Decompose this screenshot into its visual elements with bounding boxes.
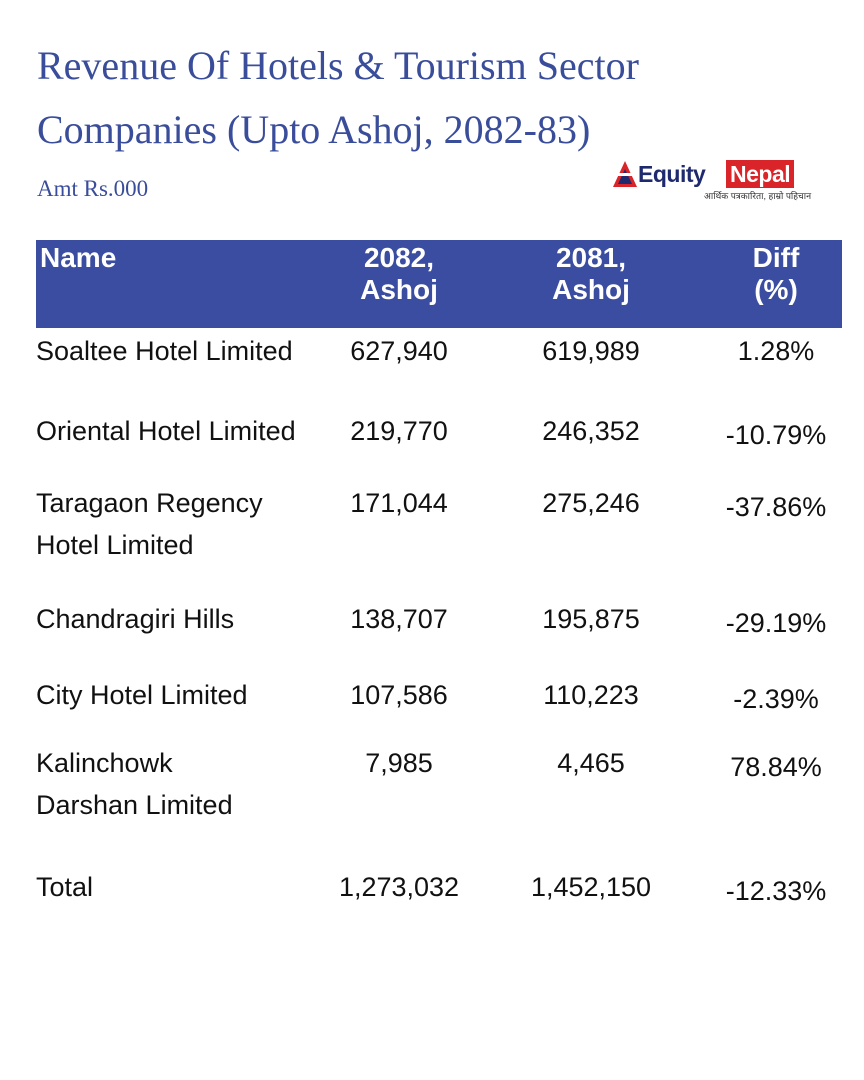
- diff-percent: -10.79%: [725, 420, 827, 450]
- revenue-2082: 107,586: [350, 680, 448, 710]
- logo-word-equity: Equity: [638, 161, 706, 187]
- title-line-2: Companies (Upto Ashoj, 2082-83): [37, 107, 591, 152]
- total-diff-percent: -12.33%: [725, 876, 827, 906]
- page-title: [37, 34, 717, 162]
- revenue-2081: 110,223: [543, 680, 639, 710]
- total-2082: 1,273,032: [338, 872, 460, 902]
- column-header-2082-ashoj: 2082, Ashoj: [360, 242, 438, 305]
- revenue-2081: 195,875: [542, 604, 640, 634]
- equity-nepal-logo: [612, 158, 812, 206]
- company-name: Soaltee Hotel Limited: [36, 336, 293, 366]
- revenue-2081: 4,465: [557, 748, 625, 778]
- diff-percent: 1.28%: [737, 336, 815, 366]
- revenue-2081: 619,989: [542, 336, 640, 366]
- amount-unit-note: Amt Rs.000: [37, 176, 149, 201]
- revenue-2081: 275,246: [542, 488, 640, 518]
- total-label: Total: [36, 872, 94, 902]
- revenue-2082: 171,044: [350, 488, 448, 518]
- company-name: City Hotel Limited: [36, 680, 248, 710]
- revenue-2082: 627,940: [350, 336, 448, 366]
- total-2081: 1,452,150: [530, 872, 652, 902]
- company-name: Oriental Hotel Limited: [36, 416, 296, 446]
- company-name: Taragaon Regency Hotel Limited: [36, 488, 263, 560]
- diff-percent: 78.84%: [730, 752, 822, 782]
- diff-percent: -2.39%: [733, 684, 819, 714]
- logo-mark-icon: [612, 160, 638, 188]
- column-header-2081-ashoj: 2081, Ashoj: [552, 242, 630, 305]
- column-header-name: Name: [40, 242, 117, 273]
- revenue-2082: 7,985: [365, 748, 433, 778]
- logo-word-nepal: Nepal: [726, 160, 794, 188]
- column-header-diff: Diff (%): [752, 242, 800, 305]
- revenue-2081: 246,352: [542, 416, 640, 446]
- table-header: [36, 240, 842, 328]
- logo-tagline: आर्थिक पत्रकारिता, हाम्रो पहिचान: [704, 191, 812, 201]
- diff-percent: -29.19%: [725, 608, 827, 638]
- revenue-2082: 219,770: [350, 416, 448, 446]
- company-name: Chandragiri Hills: [36, 604, 235, 634]
- title-line-1: Revenue Of Hotels & Tourism Sector: [37, 43, 639, 88]
- diff-percent: -37.86%: [725, 492, 827, 522]
- company-name: Kalinchowk Darshan Limited: [36, 748, 233, 820]
- revenue-2082: 138,707: [350, 604, 448, 634]
